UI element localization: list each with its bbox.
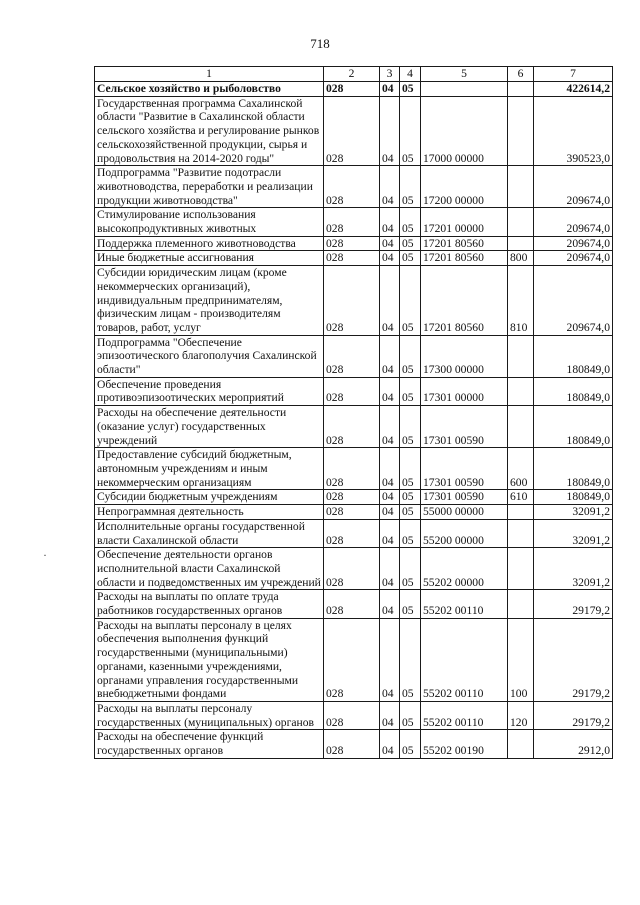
table-row — [95, 377, 613, 405]
section-code-cell: 028 — [324, 335, 380, 377]
subsection-cell: 05 — [400, 730, 421, 758]
subsection-cell: 05 — [400, 701, 421, 729]
subsection-cell: 05 — [400, 208, 421, 236]
amount-cell: 180849,0 — [534, 406, 613, 448]
row-name-cell: Подпрограмма "Развитие подотрасли животноводства, переработки и реализации продукции животноводства" — [95, 166, 324, 208]
amount-cell: 32091,2 — [534, 505, 613, 520]
chapter-cell: 04 — [380, 251, 400, 266]
expense-type-cell — [508, 96, 534, 166]
expense-type-cell — [508, 335, 534, 377]
expense-type-cell: 810 — [508, 266, 534, 336]
table-row — [95, 236, 613, 251]
row-name-cell: Государственная программа Сахалинской области "Развитие в Сахалинской области сельского хозяйства и регулирование рынков сельскохозяйственной продукции, сырья и продовольствия на 2014-2020 годы" — [95, 96, 324, 166]
column-header: 3 — [380, 67, 400, 82]
chapter-cell: 04 — [380, 208, 400, 236]
chapter-cell: 04 — [380, 618, 400, 701]
target-article-cell: 17301 00590 — [421, 406, 508, 448]
chapter-cell: 04 — [380, 490, 400, 505]
row-name-cell: Поддержка племенного животноводства — [95, 236, 324, 251]
expense-type-cell: 100 — [508, 618, 534, 701]
table-row — [95, 618, 613, 701]
table-row — [95, 96, 613, 166]
table-row — [95, 590, 613, 618]
subsection-cell: 05 — [400, 377, 421, 405]
subsection-cell: 05 — [400, 82, 421, 97]
target-article-cell: 55202 00110 — [421, 618, 508, 701]
section-code-cell: 028 — [324, 266, 380, 336]
target-article-cell: 17000 00000 — [421, 96, 508, 166]
row-name-cell: Расходы на выплаты по оплате труда работников государственных органов — [95, 590, 324, 618]
column-header: 5 — [421, 67, 508, 82]
row-name-cell: Расходы на обеспечение функций государственных органов — [95, 730, 324, 758]
budget-table — [94, 66, 613, 759]
chapter-cell: 04 — [380, 406, 400, 448]
column-header: 4 — [400, 67, 421, 82]
section-code-cell: 028 — [324, 548, 380, 590]
row-name-cell: Стимулирование использования высокопродуктивных животных — [95, 208, 324, 236]
chapter-cell: 04 — [380, 548, 400, 590]
target-article-cell: 17201 80560 — [421, 251, 508, 266]
section-code-cell: 028 — [324, 208, 380, 236]
section-code-cell: 028 — [324, 519, 380, 547]
section-code-cell: 028 — [324, 590, 380, 618]
amount-cell: 180849,0 — [534, 335, 613, 377]
subsection-cell: 05 — [400, 548, 421, 590]
chapter-cell: 04 — [380, 448, 400, 490]
table-header-row — [95, 67, 613, 82]
target-article-cell: 17201 00000 — [421, 208, 508, 236]
target-article-cell: 55200 00000 — [421, 519, 508, 547]
row-name-cell: Расходы на выплаты персоналу в целях обеспечения выполнения функций государственными (муниципальными) органами, казенными учреждениями, органами управления государственными внебюджетными фондами — [95, 618, 324, 701]
section-code-cell: 028 — [324, 251, 380, 266]
subsection-cell: 05 — [400, 266, 421, 336]
amount-cell: 29179,2 — [534, 701, 613, 729]
subsection-cell: 05 — [400, 490, 421, 505]
table-row — [95, 335, 613, 377]
expense-type-cell — [508, 548, 534, 590]
table-row — [95, 519, 613, 547]
section-code-cell: 028 — [324, 96, 380, 166]
target-article-cell: 55202 00000 — [421, 548, 508, 590]
expense-type-cell — [508, 208, 534, 236]
table-row — [95, 82, 613, 97]
amount-cell: 422614,2 — [534, 82, 613, 97]
column-header: 1 — [95, 67, 324, 82]
chapter-cell: 04 — [380, 377, 400, 405]
chapter-cell: 04 — [380, 701, 400, 729]
chapter-cell: 04 — [380, 236, 400, 251]
row-name-cell: Подпрограмма "Обеспечение эпизоотического благополучия Сахалинской области" — [95, 335, 324, 377]
section-code-cell: 028 — [324, 448, 380, 490]
row-name-cell: Расходы на выплаты персоналу государственных (муниципальных) органов — [95, 701, 324, 729]
section-code-cell: 028 — [324, 505, 380, 520]
row-name-cell: Обеспечение проведения противоэпизоотических мероприятий — [95, 377, 324, 405]
target-article-cell: 17301 00000 — [421, 377, 508, 405]
table-row — [95, 166, 613, 208]
table-row — [95, 448, 613, 490]
subsection-cell: 05 — [400, 236, 421, 251]
page-number: 718 — [310, 36, 330, 51]
chapter-cell: 04 — [380, 96, 400, 166]
section-code-cell: 028 — [324, 166, 380, 208]
section-code-cell: 028 — [324, 406, 380, 448]
table-row — [95, 701, 613, 729]
expense-type-cell — [508, 166, 534, 208]
target-article-cell: 55202 00190 — [421, 730, 508, 758]
chapter-cell: 04 — [380, 730, 400, 758]
section-code-cell: 028 — [324, 82, 380, 97]
expense-type-cell: 120 — [508, 701, 534, 729]
subsection-cell: 05 — [400, 505, 421, 520]
target-article-cell: 17301 00590 — [421, 490, 508, 505]
amount-cell: 390523,0 — [534, 96, 613, 166]
target-article-cell: 55202 00110 — [421, 590, 508, 618]
table-row — [95, 730, 613, 758]
table-row — [95, 505, 613, 520]
amount-cell: 209674,0 — [534, 266, 613, 336]
amount-cell: 180849,0 — [534, 377, 613, 405]
column-header: 7 — [534, 67, 613, 82]
target-article-cell: 17300 00000 — [421, 335, 508, 377]
section-code-cell: 028 — [324, 618, 380, 701]
column-header: 2 — [324, 67, 380, 82]
expense-type-cell — [508, 406, 534, 448]
table-body — [95, 82, 613, 759]
chapter-cell: 04 — [380, 166, 400, 208]
subsection-cell: 05 — [400, 406, 421, 448]
target-article-cell — [421, 82, 508, 97]
section-code-cell: 028 — [324, 377, 380, 405]
section-code-cell: 028 — [324, 701, 380, 729]
target-article-cell: 17200 00000 — [421, 166, 508, 208]
amount-cell: 180849,0 — [534, 490, 613, 505]
subsection-cell: 05 — [400, 448, 421, 490]
table-row — [95, 490, 613, 505]
amount-cell: 209674,0 — [534, 208, 613, 236]
target-article-cell: 55000 00000 — [421, 505, 508, 520]
subsection-cell: 05 — [400, 96, 421, 166]
row-name-cell: Непрограммная деятельность — [95, 505, 324, 520]
column-header: 6 — [508, 67, 534, 82]
scan-mark: · — [43, 548, 47, 562]
table-row — [95, 208, 613, 236]
row-name-cell: Предоставление субсидий бюджетным, автономным учреждениям и иным некоммерческим организациям — [95, 448, 324, 490]
table-row — [95, 266, 613, 336]
target-article-cell: 17301 00590 — [421, 448, 508, 490]
subsection-cell: 05 — [400, 618, 421, 701]
section-code-cell: 028 — [324, 236, 380, 251]
subsection-cell: 05 — [400, 166, 421, 208]
expense-type-cell — [508, 82, 534, 97]
expense-type-cell — [508, 505, 534, 520]
amount-cell: 29179,2 — [534, 590, 613, 618]
expense-type-cell: 800 — [508, 251, 534, 266]
table-row — [95, 548, 613, 590]
section-code-cell: 028 — [324, 490, 380, 505]
amount-cell: 180849,0 — [534, 448, 613, 490]
row-name-cell: Сельское хозяйство и рыболовство — [95, 82, 324, 97]
target-article-cell: 17201 80560 — [421, 236, 508, 251]
target-article-cell: 17201 80560 — [421, 266, 508, 336]
table-row — [95, 251, 613, 266]
subsection-cell: 05 — [400, 335, 421, 377]
row-name-cell: Субсидии бюджетным учреждениям — [95, 490, 324, 505]
row-name-cell: Иные бюджетные ассигнования — [95, 251, 324, 266]
expense-type-cell — [508, 377, 534, 405]
chapter-cell: 04 — [380, 519, 400, 547]
expense-type-cell — [508, 730, 534, 758]
expense-type-cell: 610 — [508, 490, 534, 505]
amount-cell: 209674,0 — [534, 236, 613, 251]
expense-type-cell — [508, 590, 534, 618]
chapter-cell: 04 — [380, 590, 400, 618]
amount-cell: 2912,0 — [534, 730, 613, 758]
expense-type-cell: 600 — [508, 448, 534, 490]
subsection-cell: 05 — [400, 519, 421, 547]
table-row — [95, 406, 613, 448]
subsection-cell: 05 — [400, 590, 421, 618]
row-name-cell: Субсидии юридическим лицам (кроме некоммерческих организаций), индивидуальным предпринимателям, физическим лицам - производителям товаров, работ, услуг — [95, 266, 324, 336]
subsection-cell: 05 — [400, 251, 421, 266]
row-name-cell: Исполнительные органы государственной власти Сахалинской области — [95, 519, 324, 547]
row-name-cell: Расходы на обеспечение деятельности (оказание услуг) государственных учреждений — [95, 406, 324, 448]
expense-type-cell — [508, 236, 534, 251]
chapter-cell: 04 — [380, 505, 400, 520]
chapter-cell: 04 — [380, 335, 400, 377]
amount-cell: 209674,0 — [534, 251, 613, 266]
row-name-cell: Обеспечение деятельности органов исполнительной власти Сахалинской области и подведомственных им учреждений — [95, 548, 324, 590]
expense-type-cell — [508, 519, 534, 547]
amount-cell: 32091,2 — [534, 548, 613, 590]
chapter-cell: 04 — [380, 82, 400, 97]
target-article-cell: 55202 00110 — [421, 701, 508, 729]
amount-cell: 29179,2 — [534, 618, 613, 701]
section-code-cell: 028 — [324, 730, 380, 758]
amount-cell: 32091,2 — [534, 519, 613, 547]
chapter-cell: 04 — [380, 266, 400, 336]
amount-cell: 209674,0 — [534, 166, 613, 208]
